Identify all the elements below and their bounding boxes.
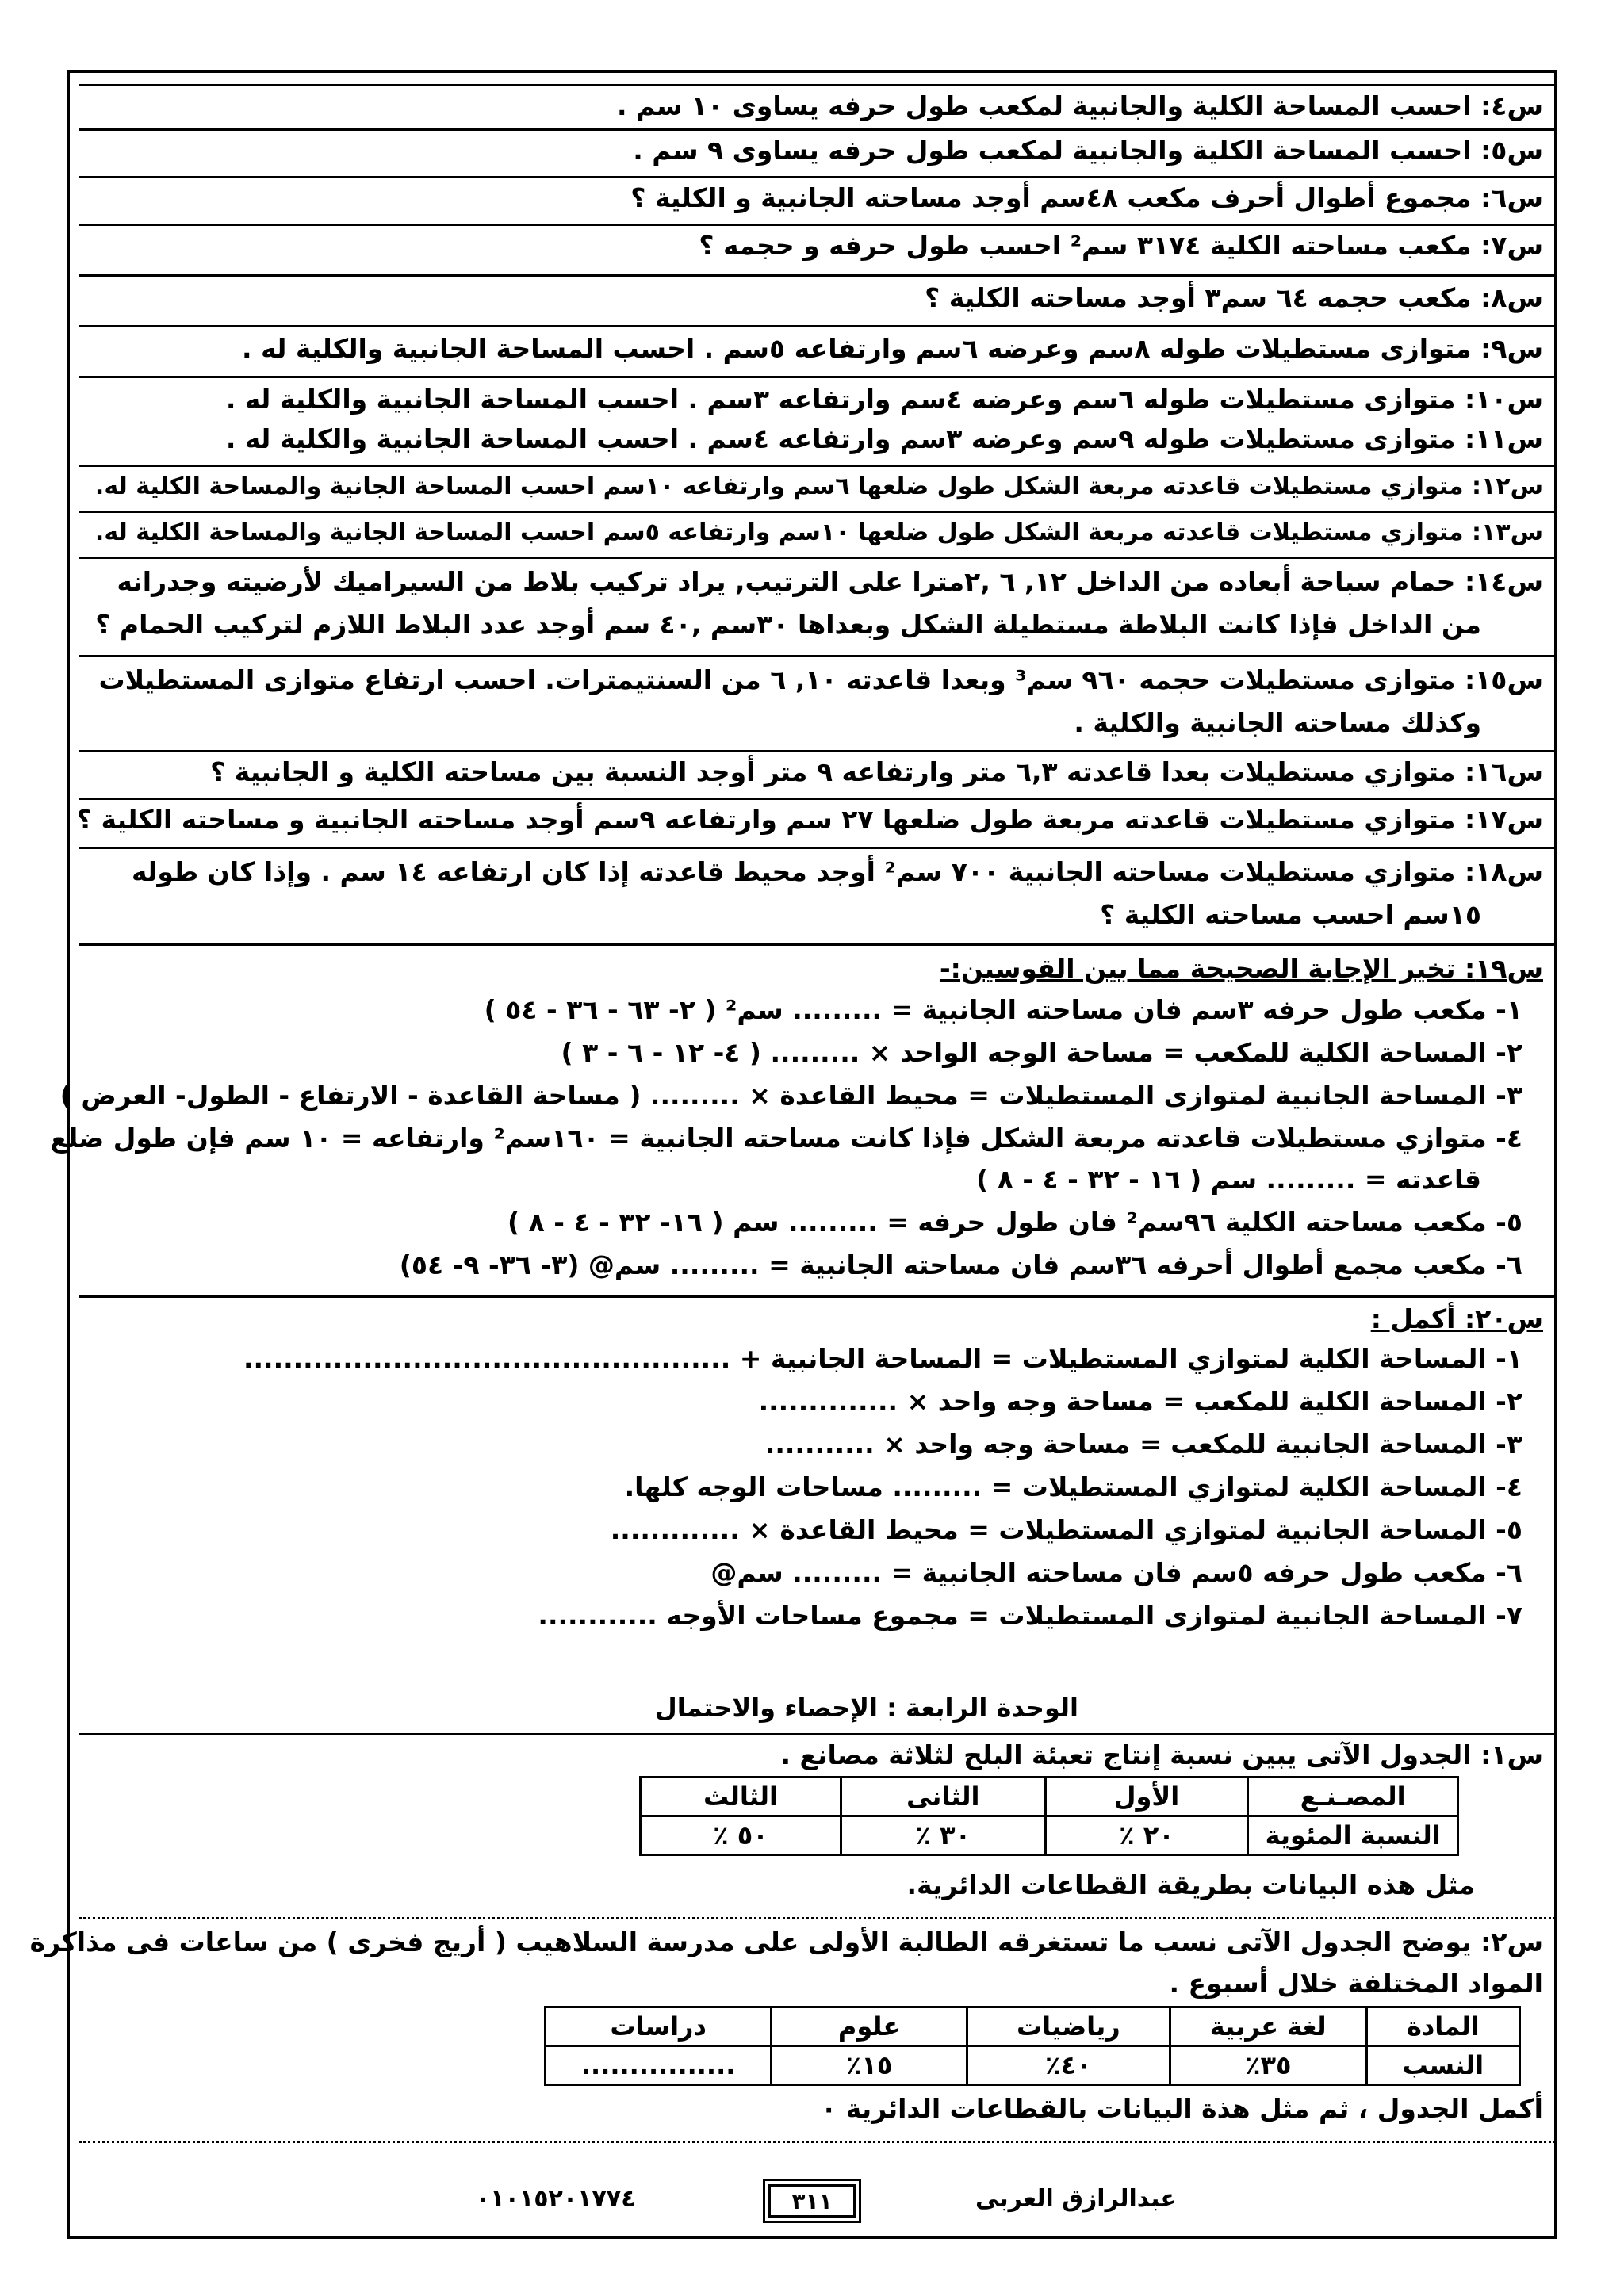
table-cell: لغة عربية: [1170, 2007, 1366, 2046]
author-name: عبدالرازق العربى: [975, 2185, 1177, 2213]
divider: [79, 274, 1556, 277]
divider: [79, 655, 1556, 657]
page-number: ٣١١: [768, 2184, 856, 2218]
table-cell: ١٥٪: [772, 2046, 967, 2085]
table-cell: ٣٠ ٪: [841, 1816, 1045, 1855]
question-17: س١٧: متوازي مستطيلات قاعدته مربعة طول ضلعها ٢٧ سم وارتفاعه ٩سم أوجد مساحته الجانبية و مساحته الكلية ؟: [76, 804, 1543, 835]
table-cell: النسبة المئوية: [1248, 1816, 1458, 1855]
dotted-divider: [79, 1917, 1556, 1919]
table-cell: دراسات: [546, 2007, 772, 2046]
question-20-title-text: س٢٠: أكمل :: [1370, 1303, 1543, 1334]
table-cell: ٥٠ ٪: [641, 1816, 841, 1855]
question-16: س١٦: متوازي مستطيلات بعدا قاعدته ٦,٣ متر وارتفاعه ٩ متر أوجد النسبة بين مساحته الكلية و الجانبية ؟: [210, 756, 1543, 787]
table-cell: الثالث: [641, 1777, 841, 1816]
table-cell: ٤٠٪: [967, 2046, 1170, 2085]
question-7: س٧: مكعب مساحته الكلية ٣١٧٤ سم² احسب طول حرفه و حجمه ؟: [699, 230, 1543, 261]
divider: [79, 224, 1556, 226]
q19-item-4: ٤- متوازي مستطيلات قاعدته مربعة الشكل فإذا كانت مساحته الجانبية = ١٦٠سم² وارتفاعه = ١٠ سم فإن طول ضلع: [50, 1123, 1522, 1154]
q20-item-5: ٥- المساحة الجانبية لمتوازي المستطيلات = محيط القاعدة × .............: [610, 1514, 1522, 1545]
table-cell: علوم: [772, 2007, 967, 2046]
unit4-q1-note: مثل هذه البيانات بطريقة القطاعات الدائرية.: [906, 1869, 1475, 1900]
question-18-line2: ١٥سم احسب مساحته الكلية ؟: [1100, 899, 1481, 930]
phone-number: ٠١٠١٥٢٠١٧٧٤: [476, 2185, 636, 2213]
page-number-box: [763, 2179, 861, 2223]
question-9: س٩: متوازى مستطيلات طوله ٨سم وعرضه ٦سم وارتفاعه ٥سم . احسب المساحة الجانبية والكلية له .: [242, 333, 1543, 364]
question-12: س١٢: متوازي مستطيلات قاعدته مربعة الشكل طول ضلعها ٦سم وارتفاعه ١٠سم احسب المساحة الجانية والمساحة الكلية له.: [94, 473, 1543, 500]
unit-heading: الوحدة الرابعة : الإحصاء والاحتمال: [655, 1693, 1078, 1723]
divider: [79, 84, 1556, 86]
question-4: س٤: احسب المساحة الكلية والجانبية لمكعب طول حرفه يساوى ١٠ سم .: [617, 90, 1543, 121]
divider: [79, 128, 1556, 131]
q20-item-7: ٧- المساحة الجانبية لمتوازى المستطيلات = مجموع مساحات الأوجه ............: [538, 1600, 1522, 1631]
q19-item-6: ٦- مكعب مجمع أطوال أحرفه ٣٦سم فان مساحته الجانبية = ......... سم@ (٣- ٣٦- ٩- ٥٤): [399, 1249, 1522, 1280]
q20-item-1: ١- المساحة الكلية لمتوازي المستطيلات = المساحة الجانبية + .................................................: [243, 1343, 1522, 1374]
unit4-q2-line2: المواد المختلفة خلال أسبوع .: [1169, 1968, 1543, 1999]
question-15-line1: س١٥: متوازى مستطيلات حجمه ٩٦٠ سم³ وبعدا قاعدته ١٠, ٦ من السنتيمترات. احسب ارتفاع متوازى المستطيلات: [98, 664, 1543, 695]
divider: [79, 557, 1556, 559]
q19-item-1: ١- مكعب طول حرفه ٣سم فان مساحته الجانبية = ......... سم² ( ٢- ٦٣ - ٣٦ - ٥٤ ): [484, 994, 1522, 1025]
divider: [79, 511, 1556, 513]
question-11: س١١: متوازى مستطيلات طوله ٩سم وعرضه ٣سم وارتفاعه ٤سم . احسب المساحة الجانبية والكلية له .: [225, 423, 1543, 454]
table-cell: ٣٥٪: [1170, 2046, 1366, 2085]
table-cell: ................: [546, 2046, 772, 2085]
divider: [79, 465, 1556, 467]
question-13: س١٣: متوازي مستطيلات قاعدته مربعة الشكل طول ضلعها ١٠سم وارتفاعه ٥سم احسب المساحة الجانية والمساحة الكلية له.: [94, 519, 1543, 546]
q20-item-4: ٤- المساحة الكلية لمتوازي المستطيلات = ......... مساحات الوجه كلها.: [624, 1471, 1522, 1502]
divider: [79, 943, 1556, 946]
question-18-line1: س١٨: متوازي مستطيلات مساحته الجانبية ٧٠٠ سم² أوجد محيط قاعدته إذا كان ارتفاعه ١٤ سم . وإذا كان طوله: [131, 856, 1543, 887]
question-20-title: [79, 1300, 1554, 1338]
q19-item-2: ٢- المساحة الكلية للمكعب = مساحة الوجه الواحد × ......... ( ٤- ١٢ - ٦ - ٣ ): [561, 1037, 1522, 1068]
table-cell: ٢٠ ٪: [1045, 1816, 1248, 1855]
divider: [79, 798, 1556, 800]
table-row: [546, 2046, 1520, 2085]
divider: [79, 847, 1556, 849]
unit4-q2-line1: س٢: يوضح الجدول الآتى نسب ما تستغرقه الطالبة الأولى على مدرسة السلاهيب ( أريج فخرى ) من ساعات فى مذاكرة: [29, 1927, 1543, 1957]
q19-item-5: ٥- مكعب مساحته الكلية ٩٦سم² فان طول حرفه = ......... سم ( ١٦- ٣٢ - ٤ - ٨ ): [508, 1207, 1522, 1238]
table-cell: النسب: [1366, 2046, 1519, 2085]
question-6: س٦: مجموع أطوال أحرف مكعب ٤٨سم أوجد مساحته الجانبية و الكلية ؟: [630, 182, 1543, 213]
question-15-line2: وكذلك مساحته الجانبية والكلية .: [1074, 707, 1481, 738]
table-cell: المصـنـع: [1248, 1777, 1458, 1816]
unit4-q2-note: أكمل الجدول ، ثم مثل هذة البيانات بالقطاعات الدائرية ۰: [821, 2093, 1543, 2124]
table-row: [546, 2007, 1520, 2046]
subjects-table: [544, 2006, 1521, 2086]
table-cell: الأول: [1045, 1777, 1248, 1816]
q19-item-4-cont: قاعدته = ......... سم ( ١٦ - ٣٢ - ٤ - ٨ ): [976, 1164, 1481, 1195]
question-19-title-text: س١٩: تخير الإجابة الصحيحة مما بين القوسين:-: [939, 953, 1543, 984]
q19-item-3: ٣- المساحة الجانبية لمتوازى المستطيلات = محيط القاعدة × ......... ( مساحة القاعدة - الارتفاع - الطول- العرض ): [59, 1080, 1522, 1111]
question-14-line1: س١٤: حمام سباحة أبعاده من الداخل ١٢, ٦ ,٢مترا على الترتيب, يراد تركيب بلاط من السيراميك لأرضيته وجدرانه: [117, 566, 1543, 597]
factories-table: [639, 1776, 1459, 1856]
divider: [79, 750, 1556, 752]
q20-item-3: ٣- المساحة الجانبية للمكعب = مساحة وجه واحد × ...........: [764, 1429, 1522, 1460]
divider: [79, 1295, 1556, 1298]
divider: [79, 176, 1556, 178]
dotted-divider: [79, 2141, 1556, 2143]
question-10: س١٠: متوازى مستطيلات طوله ٦سم وعرضه ٤سم وارتفاعه ٣سم . احسب المساحة الجانبية والكلية له .: [225, 384, 1543, 415]
divider: [79, 376, 1556, 378]
question-8: س٨: مكعب حجمه ٦٤ سم٣ أوجد مساحته الكلية ؟: [925, 282, 1543, 313]
divider: [79, 325, 1556, 327]
q20-item-6: ٦- مكعب طول حرفه ٥سم فان مساحته الجانبية = ......... سم@: [710, 1557, 1522, 1588]
table-cell: الثانى: [841, 1777, 1045, 1816]
table-row: [641, 1777, 1458, 1816]
table-row: [641, 1816, 1458, 1855]
unit4-q1-title: س١: الجدول الآتى يبين نسبة إنتاج تعبئة البلح لثلاثة مصانع .: [780, 1739, 1543, 1770]
question-14-line2: من الداخل فإذا كانت البلاطة مستطيلة الشكل وبعداها ٣٠سم ,٤٠ سم أوجد عدد البلاط اللازم لتركيب الحمام ؟: [95, 609, 1481, 640]
q20-item-2: ٢- المساحة الكلية للمكعب = مساحة وجه واحد × ..............: [758, 1386, 1522, 1417]
table-cell: رياضيات: [967, 2007, 1170, 2046]
table-cell: المادة: [1366, 2007, 1519, 2046]
question-5: س٥: احسب المساحة الكلية والجانبية لمكعب طول حرفه يساوى ٩ سم .: [633, 135, 1543, 166]
divider: [79, 1733, 1556, 1735]
question-19-title: [79, 950, 1554, 988]
